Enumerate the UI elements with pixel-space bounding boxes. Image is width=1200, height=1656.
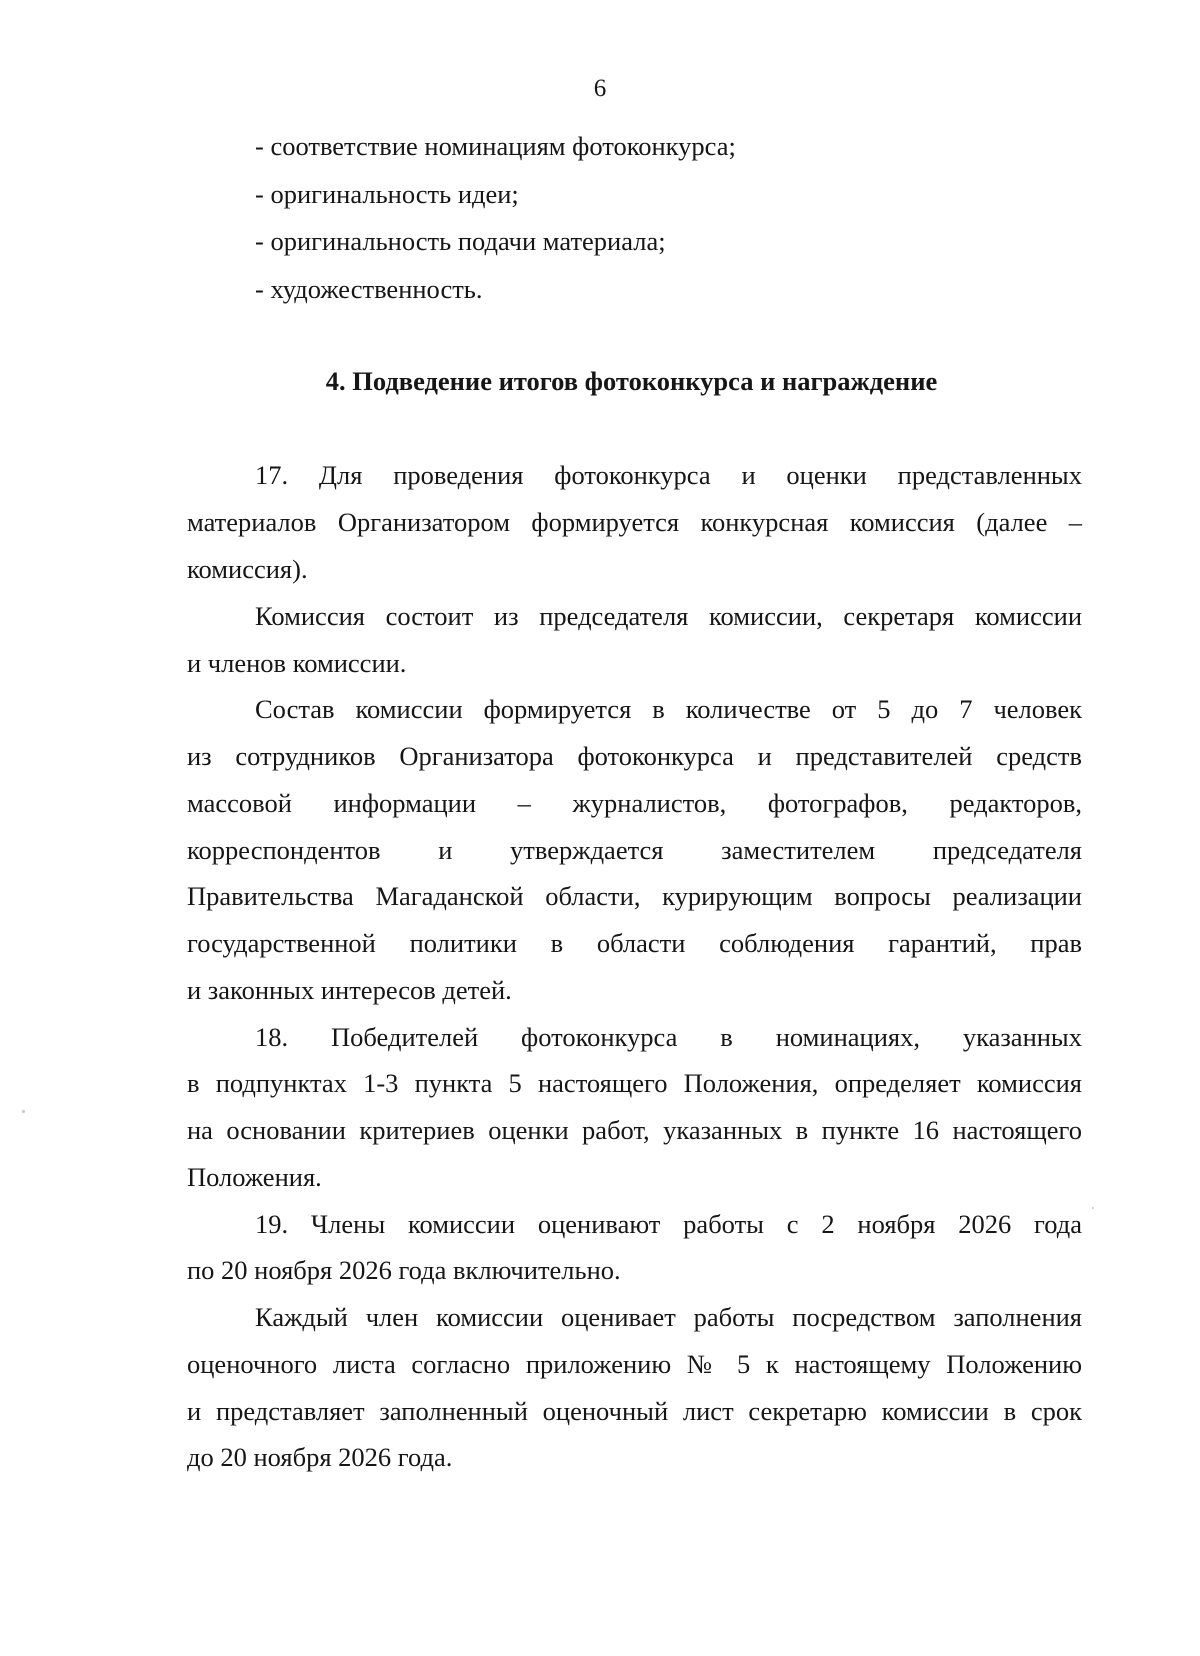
criteria-item: - оригинальность идеи; — [255, 179, 519, 209]
criteria-item: - соответствие номинациям фотоконкурса; — [255, 131, 736, 161]
paragraph-line: корреспондентов и утверждается заместителем председателя — [187, 835, 1082, 865]
paragraph-line: 18. Победителей фотоконкурса в номинациях, указанных — [255, 1022, 1082, 1052]
paragraph-line: оценочного листа согласно приложению № 5 к настоящему Положению — [187, 1349, 1082, 1379]
paragraph-line: массовой информации – журналистов, фотографов, редакторов, — [187, 788, 1082, 818]
paragraph-line: комиссия). — [187, 554, 308, 584]
paragraph-line: Правительства Магаданской области, курирующим вопросы реализации — [187, 881, 1082, 911]
paragraph-line: и законных интересов детей. — [187, 975, 512, 1005]
paragraph-line: Состав комиссии формируется в количестве от 5 до 7 человек — [255, 694, 1082, 724]
section-heading: 4. Подведение итогов фотоконкурса и награждение — [325, 366, 938, 396]
paragraph-line: Положения. — [187, 1162, 322, 1192]
paragraph-line: государственной политики в области соблюдения гарантий, прав — [187, 928, 1082, 958]
paragraph-line: 19. Члены комиссии оценивают работы с 2 ноября 2026 года — [255, 1209, 1082, 1239]
paragraph-line: и представляет заполненный оценочный лист секретарю комиссии в срок — [187, 1396, 1082, 1426]
paragraph-line: по 20 ноября 2026 года включительно. — [187, 1255, 621, 1285]
paragraph-line: на основании критериев оценки работ, указанных в пункте 16 настоящего — [187, 1115, 1082, 1145]
paragraph-line: материалов Организатором формируется конкурсная комиссия (далее – — [187, 507, 1082, 537]
criteria-item: - оригинальность подачи материала; — [255, 226, 666, 256]
paragraph-line: Комиссия состоит из председателя комиссии, секретаря комиссии — [255, 601, 1082, 631]
paragraph-line: в подпунктах 1-3 пункта 5 настоящего Положения, определяет комиссия — [187, 1068, 1082, 1098]
scan-speck — [22, 1110, 25, 1113]
paragraph-line: Каждый член комиссии оценивает работы посредством заполнения — [255, 1302, 1082, 1332]
paragraph-line: из сотрудников Организатора фотоконкурса и представителей средств — [187, 741, 1082, 771]
paragraph-line: до 20 ноября 2026 года. — [187, 1442, 453, 1472]
scan-speck — [1092, 1207, 1094, 1209]
paragraph-line: и членов комиссии. — [187, 648, 407, 678]
criteria-item: - художественность. — [255, 274, 483, 304]
paragraph-line: 17. Для проведения фотоконкурса и оценки представленных — [255, 460, 1082, 490]
page-number: 6 — [593, 75, 607, 102]
